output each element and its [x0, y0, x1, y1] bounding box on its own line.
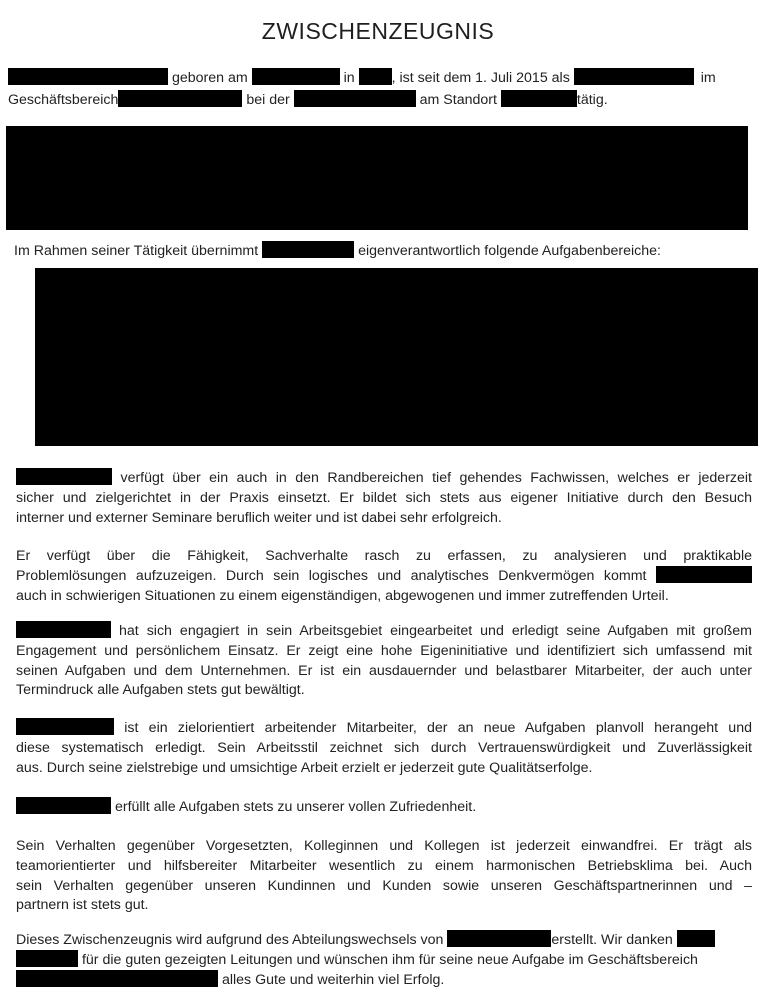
text: Dieses Zwischenzeugnis wird aufgrund des Abteilungswechsels von	[16, 932, 444, 948]
text: eigenverantwortlich folgende Aufgabenbereiche:	[358, 243, 661, 259]
text: im	[700, 70, 716, 86]
redaction	[118, 90, 242, 107]
redaction	[501, 90, 577, 107]
p4-line-2: diese systematisch erledigt. Sein Arbeitsstil zeichnet sich durch Vertrauenswürdigkeit und Zuverlässigkeit	[16, 740, 752, 756]
redaction	[677, 930, 715, 947]
p4-line-1	[16, 718, 752, 738]
text: bei der	[246, 92, 290, 108]
intro-line-1	[8, 68, 716, 88]
p6-line-4: partnern ist stets gut.	[16, 897, 149, 913]
p7-line-3	[16, 970, 444, 990]
redaction	[447, 930, 551, 947]
p2-line-2	[16, 566, 752, 586]
text: Im Rahmen seiner Tätigkeit übernimmt	[14, 243, 259, 259]
page-title: ZWISCHENZEUGNIS	[261, 18, 495, 44]
text: alles Gute und weiterhin viel Erfolg.	[221, 972, 445, 988]
redaction	[16, 950, 78, 967]
text: Problemlösungen aufzuzeigen. Durch sein logisches und analytisches Denkvermögen kommt	[16, 568, 647, 584]
text: , ist seit dem 1. Juli 2015 als	[391, 70, 570, 86]
text: erstellt. Wir danken	[551, 932, 673, 948]
p3-line-3: seinen Aufgaben und dem Unternehmen. Er ist ein ausdauernder und belastbarer Mitarbeiter, der auch unter	[16, 663, 752, 679]
redaction	[359, 68, 392, 85]
p3-line-4: Termindruck alle Aufgaben stets gut bewältigt.	[16, 682, 305, 698]
p7-line-2	[16, 950, 698, 970]
p7-line-1	[16, 930, 715, 950]
redaction	[294, 90, 416, 107]
p3-line-1	[16, 621, 752, 641]
p6-line-1: Sein Verhalten gegenüber Vorgesetzten, Kolleginnen und Kollegen ist jederzeit einwandfrei. Er trägt als	[16, 838, 752, 854]
p1-line-3: interner und externer Seminare beruflich weiter und ist dabei sehr erfolgreich.	[16, 510, 502, 526]
redaction	[8, 68, 168, 85]
p3-line-2: Engagement und persönlichem Einsatz. Er zeigt eine hohe Eigeninitiative und identifiziert sich umfassend mit	[16, 643, 752, 659]
text: am Standort	[419, 92, 497, 108]
text: verfügt über ein auch in den Randbereichen tief gehendes Fachwissen, welches er jederzeit	[120, 470, 752, 486]
text: in	[343, 70, 355, 86]
text: geboren am	[171, 70, 248, 86]
redaction	[16, 621, 111, 638]
p1-line-2: sicher und zielgerichtet in der Praxis einsetzt. Er bildet sich stets aus eigener Initiative durch den Besuch	[16, 490, 752, 506]
p2-line-3: auch in schwierigen Situationen zu einem eigenständigen, abgewogenen und immer zutreffenden Urteil.	[16, 588, 669, 604]
intro-line-2	[8, 90, 608, 110]
text: hat sich engagiert in sein Arbeitsgebiet eingearbeitet und erledigt seine Aufgaben mit großem	[119, 623, 752, 639]
redaction	[574, 68, 694, 85]
text: tätig.	[576, 92, 608, 108]
redaction	[16, 797, 111, 814]
p2-line-1: Er verfügt über die Fähigkeit, Sachverhalte rasch zu erfassen, zu analysieren und praktikable	[16, 548, 752, 564]
redaction	[16, 468, 112, 485]
tasks-intro	[14, 241, 661, 261]
text: Geschäftsbereich	[8, 92, 119, 108]
redaction	[656, 566, 752, 583]
text: erfüllt alle Aufgaben stets zu unserer vollen Zufriedenheit.	[114, 799, 477, 815]
p6-line-2: teamorientierter und hilfsbereiter Mitarbeiter wesentlich zu einem harmonischen Betriebsklima bei. Auch	[16, 858, 752, 874]
redaction	[262, 241, 354, 258]
redaction	[16, 718, 114, 735]
p1-line-1	[16, 468, 752, 488]
p5-line-1	[16, 797, 476, 817]
text: für die guten gezeigten Leitungen und wünschen ihm für seine neue Aufgabe im Geschäftsbereich	[81, 952, 698, 968]
p6-line-3: sein Verhalten gegenüber unseren Kundinnen und Kunden sowie unseren Geschäftspartnerinnen und –	[16, 878, 752, 894]
redaction-block	[6, 126, 748, 230]
redaction-block	[35, 268, 758, 446]
redaction	[252, 68, 340, 85]
text: ist ein zielorientiert arbeitender Mitarbeiter, der an neue Aufgaben planvoll herangeht und	[124, 720, 752, 736]
p4-line-3: aus. Durch seine zielstrebige und umsichtige Arbeit erzielt er jederzeit gute Qualitätserfolge.	[16, 760, 593, 776]
redaction	[16, 970, 218, 987]
